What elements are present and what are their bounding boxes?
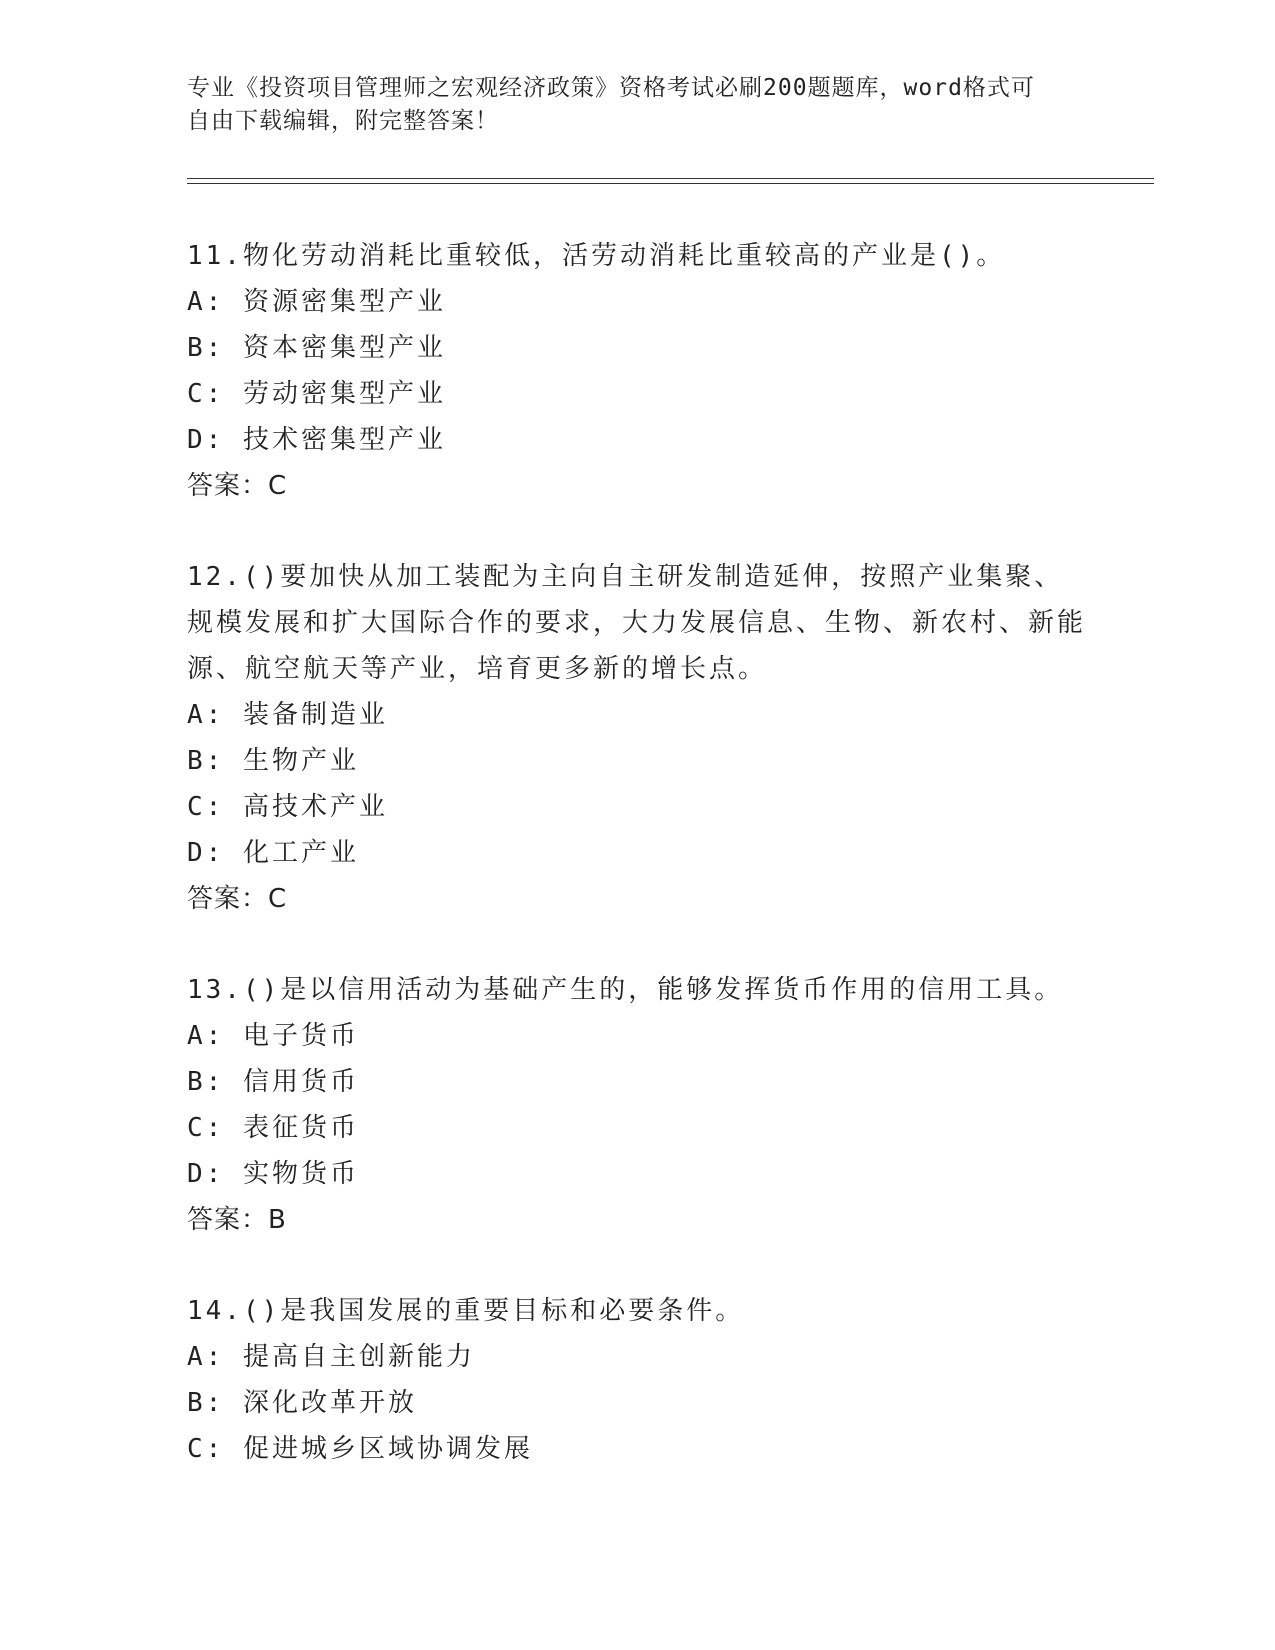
answer: 答案：C xyxy=(187,471,288,501)
option-b: B: 生物产业 xyxy=(187,746,359,776)
question-list xyxy=(187,233,1087,1517)
option-b: B: 信用货币 xyxy=(187,1067,359,1097)
document-header xyxy=(187,72,1067,138)
option-a: A: 资源密集型产业 xyxy=(187,287,446,317)
question-text: 13.()是以信用活动为基础产生的，能够发挥货币作用的信用工具。 xyxy=(187,975,1064,1005)
option-a: A: 装备制造业 xyxy=(187,700,388,730)
question-13 xyxy=(187,967,1087,1243)
option-a: A: 提高自主创新能力 xyxy=(187,1342,475,1372)
option-b: B: 深化改革开放 xyxy=(187,1388,417,1418)
option-d: D: 实物货币 xyxy=(187,1159,359,1189)
header-line-2: 自由下载编辑，附完整答案！ xyxy=(187,108,499,134)
option-d: D: 技术密集型产业 xyxy=(187,425,446,455)
question-12 xyxy=(187,554,1087,922)
header-divider-top xyxy=(187,178,1154,179)
option-c: C: 表征货币 xyxy=(187,1113,359,1143)
question-text: 12.()要加快从加工装配为主向自主研发制造延伸，按照产业集聚、规模发展和扩大国际合作的要求，大力发展信息、生物、新农村、新能源、航空航天等产业，培育更多新的增长点。 xyxy=(187,562,1087,684)
question-text: 11.物化劳动消耗比重较低，活劳动消耗比重较高的产业是()。 xyxy=(187,241,1006,271)
question-text: 14.()是我国发展的重要目标和必要条件。 xyxy=(187,1296,745,1326)
option-a: A: 电子货币 xyxy=(187,1021,359,1051)
header-line-1: 专业《投资项目管理师之宏观经济政策》资格考试必刷200题题库，word格式可 xyxy=(187,75,1035,101)
question-14 xyxy=(187,1288,1087,1472)
option-c: C: 促进城乡区域协调发展 xyxy=(187,1434,533,1464)
option-b: B: 资本密集型产业 xyxy=(187,333,446,363)
option-d: D: 化工产业 xyxy=(187,838,359,868)
option-c: C: 高技术产业 xyxy=(187,792,388,822)
answer: 答案：C xyxy=(187,884,288,914)
question-11 xyxy=(187,233,1087,509)
answer: 答案：B xyxy=(187,1205,287,1235)
header-divider-bottom xyxy=(187,183,1154,184)
option-c: C: 劳动密集型产业 xyxy=(187,379,446,409)
